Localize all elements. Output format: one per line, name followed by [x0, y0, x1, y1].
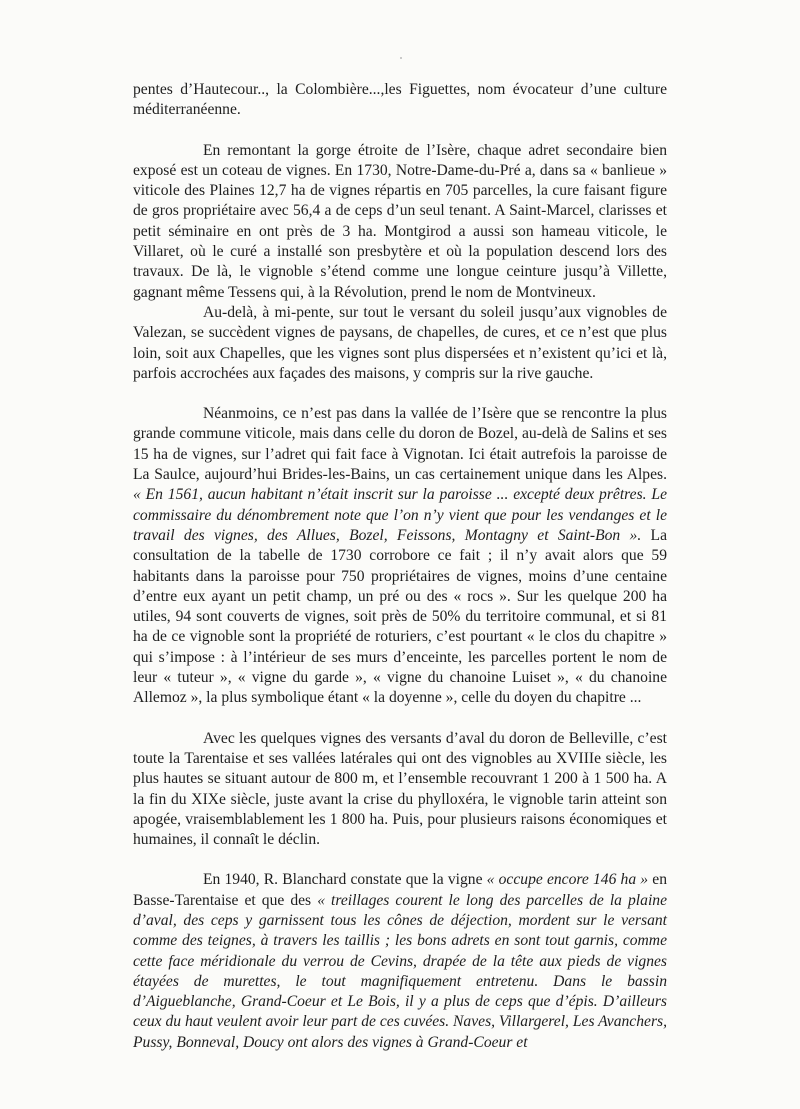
paragraph-6: [133, 870, 667, 1053]
text-segment: En remontant la gorge étroite de l’Isère, chaque adret secondaire bien exposé est un coteau de vignes. En 1730, Notre-Dame-du-Pré a, dans sa « banlieue » viticole des Plaines 12,7 ha de vignes répartis en 705 parcelles, la cure faisant figure de gros propriétaire avec 56,4 a de ceps d’un seul tenant. A Saint-Marcel, clarisses et petit séminaire en ont près de 3 ha. Montgirod a aussi son hameau viticole, le Villaret, où le curé a installé son presbytère et où la population descend lors des travaux. De là, le vignoble s’étend comme une longue ceinture jusqu’à Villette, gagnant même Tessens qui, à la Révolution, prend le nom de Montvineux.: [133, 141, 667, 301]
text-segment: en Basse-Tarentaise et que des: [133, 871, 667, 909]
quote-segment: « treillages courent le long des parcelles de la plaine d’aval, des ceps y garnissent tous les cônes de déjection, mordent sur le versant comme des teignes, à travers les taillis ; les bons adrets en sont tout garnis, comme cette face méridionale du verrou de Cevins, drapée de la tête aux pieds de vignes étayées de murettes, le tout magnifiquement entretenu. Dans le bassin d’Aigueblanche, Grand-Coeur et Le Bois, il y a plus de ceps que d’épis. D’ailleurs ceux du haut veulent avoir leur part de ces cuvées. Naves, Villargerel, Les Avanchers, Pussy, Bonneval, Doucy ont alors des vignes à Grand-Coeur et: [133, 891, 667, 1051]
body-text: [133, 80, 667, 1053]
paragraph-2: [133, 141, 667, 303]
paragraph-3: [133, 303, 667, 384]
quote-segment: « occupe encore 146 ha »: [486, 871, 649, 889]
paragraph-5: [133, 729, 667, 851]
text-segment: En 1940, R. Blanchard constate que la vigne: [203, 871, 487, 889]
page-speck: [400, 57, 402, 59]
text-segment: Néanmoins, ce n’est pas dans la vallée de l’Isère que se rencontre la plus grande commune viticole, mais dans celle du doron de Bozel, au-delà de Salins et ses 15 ha de vignes, sur l’adret qui fait face à Vignotan. Ici était autrefois la paroisse de La Saulce, aujourd’hui Brides-les-Bains, un cas certainement unique dans les Alpes.: [133, 405, 667, 484]
quote-segment: « En 1561, aucun habitant n’était inscrit sur la paroisse ... excepté deux prêtres. Le commissaire du dénombrement note que l’on n’y vient que pour les vendanges et le travail des vignes, des Allues, Bozel, Feissons, Montagny et Saint-Bon ».: [133, 486, 667, 544]
text-segment: Avec les quelques vignes des versants d’aval du doron de Belleville, c’est toute la Tarentaise et ses vallées latérales qui ont des vignobles au XVIIIe siècle, les plus hautes se situant autour de 800 m, et l’ensemble recouvrant 1 200 à 1 500 ha. A la fin du XIXe siècle, juste avant la crise du phylloxéra, le vignoble tarin atteint son apogée, vraisemblablement les 1 800 ha. Puis, pour plusieurs raisons économiques et humaines, il connaît le déclin.: [133, 729, 667, 849]
text-segment: Au-delà, à mi-pente, sur tout le versant du soleil jusqu’aux vignobles de Valezan, se succèdent vignes de paysans, de chapelles, de cures, et ce n’est que plus loin, soit aux Chapelles, que les vignes sont plus dispersées et n’existent qu’ici et là, parfois accrochées aux façades des maisons, y compris sur la rive gauche.: [133, 303, 667, 382]
text-segment: pentes d’Hautecour.., la Colombière...,les Figuettes, nom évocateur d’une culture méditerranéenne.: [133, 81, 667, 119]
paragraph-4: [133, 404, 667, 708]
text-segment: La consultation de la tabelle de 1730 corrobore ce fait ; il n’y avait alors que 59 habitants dans la paroisse pour 750 propriétaires de vignes, moins d’une centaine d’entre eux ayant un petit champ, un pré ou des « rocs ». Sur les quelque 200 ha utiles, 94 sont couverts de vignes, soit près de 50% du territoire communal, et si 81 ha de ce vignoble sont la propriété de roturiers, c’est pourtant « le clos du chapitre » qui s’impose : à l’intérieur de ses murs d’enceinte, les parcelles portent le nom de leur « tuteur », « vigne du garde », « vigne du chanoine Luiset », « du chanoine Allemoz », la plus symbolique étant « la doyenne », celle du doyen du chapitre ...: [133, 526, 667, 707]
paragraph-1: [133, 80, 667, 121]
